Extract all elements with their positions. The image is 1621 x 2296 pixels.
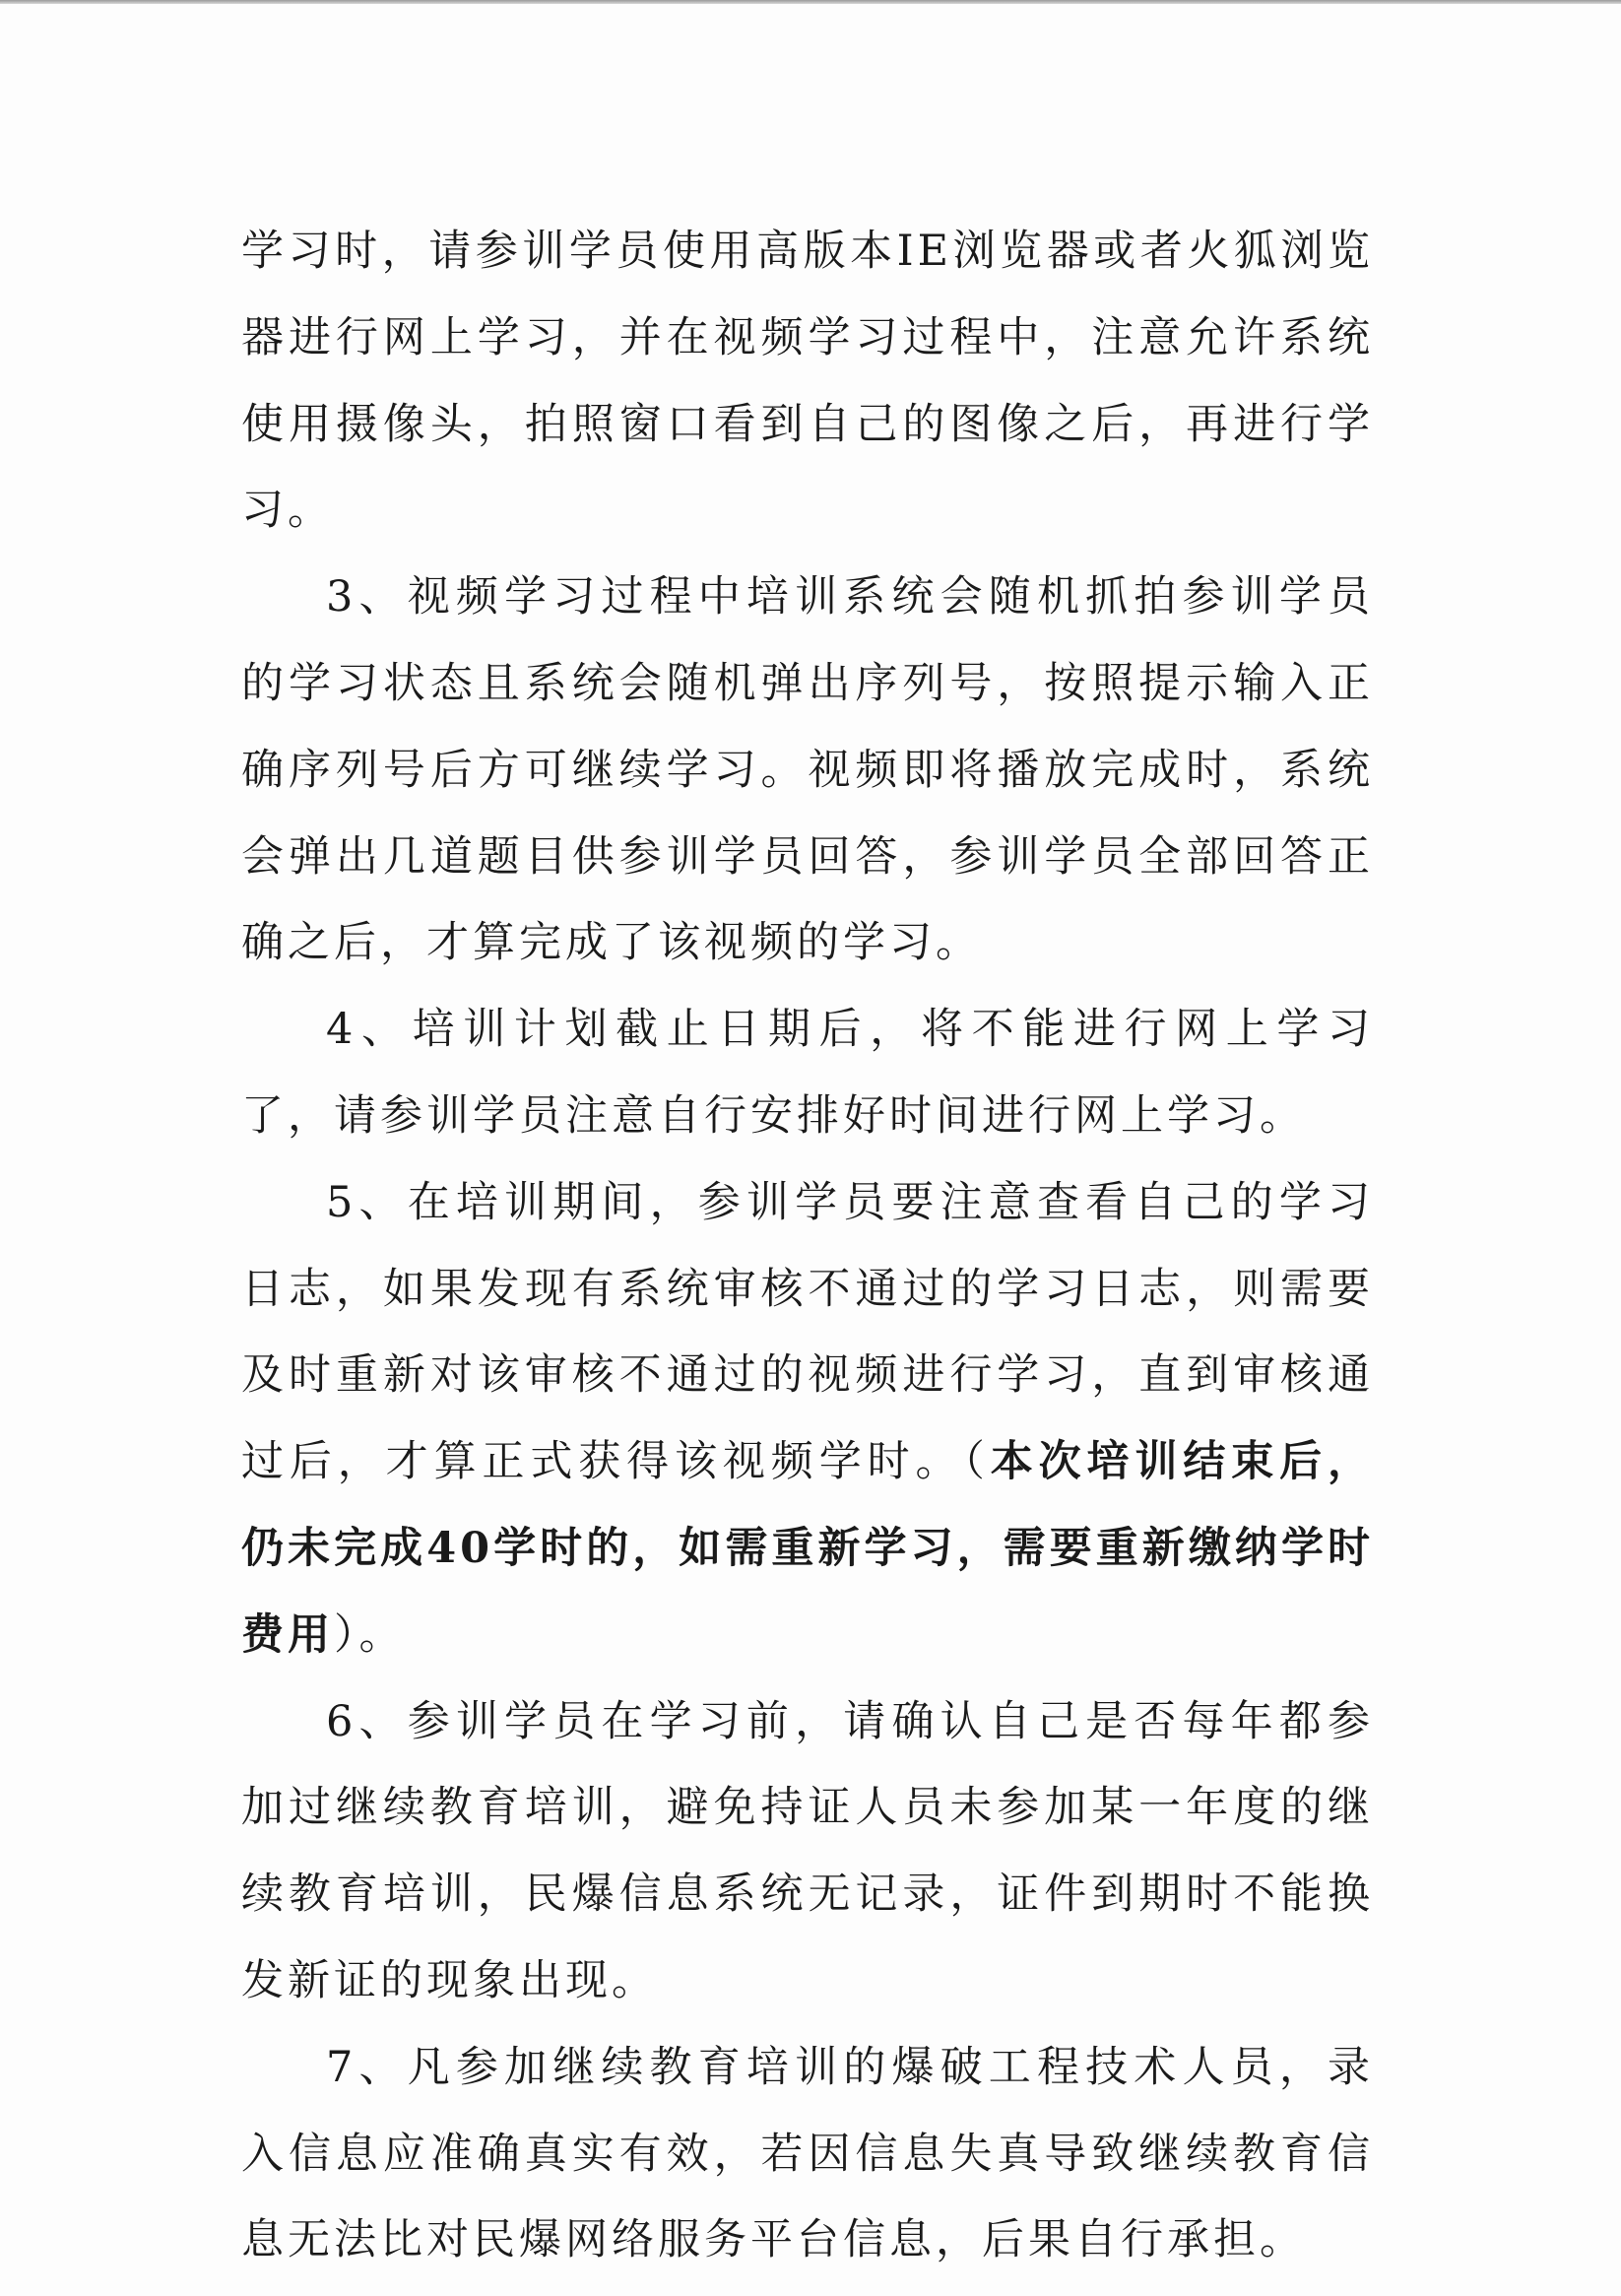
paragraph-text: 学习时，请参训学员使用高版本IE浏览器或者火狐浏览器进行网上学习，并在视频学习过程中，注意允许系统使用摄像头，拍照窗口看到自己的图像之后，再进行学习。 [241, 227, 1374, 536]
paragraph-text: 3、视频学习过程中培训系统会随机抓拍参训学员的学习状态且系统会随机弹出序列号，按照提示输入正确序列号后方可继续学习。视频即将播放完成时，系统会弹出几道题目供参训学员回答，参训学员全部回答正确之后，才算完成了该视频的学习。 [241, 572, 1374, 968]
bold-notice-text: 本次培训结束后，仍未完成40学时的，如需重新学习，需要重新缴纳学时费用 [241, 1437, 1375, 1660]
paragraph-item-6 [241, 1679, 1374, 2025]
paragraph-item-3 [241, 555, 1374, 987]
document-body [241, 209, 1374, 2284]
paragraph-text: 5、在培训期间，参训学员要注意查看自己的学习日志，如果发现有系统审核不通过的学习日志，则需要及时重新对该审核不通过的视频进行学习，直到审核通过后，才算正式获得该视频学时。（ [241, 1177, 1374, 1487]
paragraph-item-5 [241, 1160, 1374, 1679]
paragraph-text: 7、凡参加继续教育培训的爆破工程技术人员，录入信息应准确真实有效，若因信息失真导致继续教育信息无法比对民爆网络服务平台信息，后果自行承担。 [241, 2042, 1374, 2265]
paragraph-tail-text: ）。 [334, 1609, 406, 1660]
paragraph-text: 4、培训计划截止日期后，将不能进行网上学习了，请参训学员注意自行安排好时间进行网上学习。 [241, 1005, 1374, 1141]
paragraph-item-7 [241, 2025, 1374, 2284]
scan-top-edge [0, 0, 1621, 4]
paragraph-item-4 [241, 987, 1374, 1160]
paragraph-continued [241, 209, 1374, 555]
paragraph-text: 6、参训学员在学习前，请确认自己是否每年都参加过继续教育培训，避免持证人员未参加某一年度的继续教育培训，民爆信息系统无记录，证件到期时不能换发新证的现象出现。 [241, 1696, 1374, 2005]
